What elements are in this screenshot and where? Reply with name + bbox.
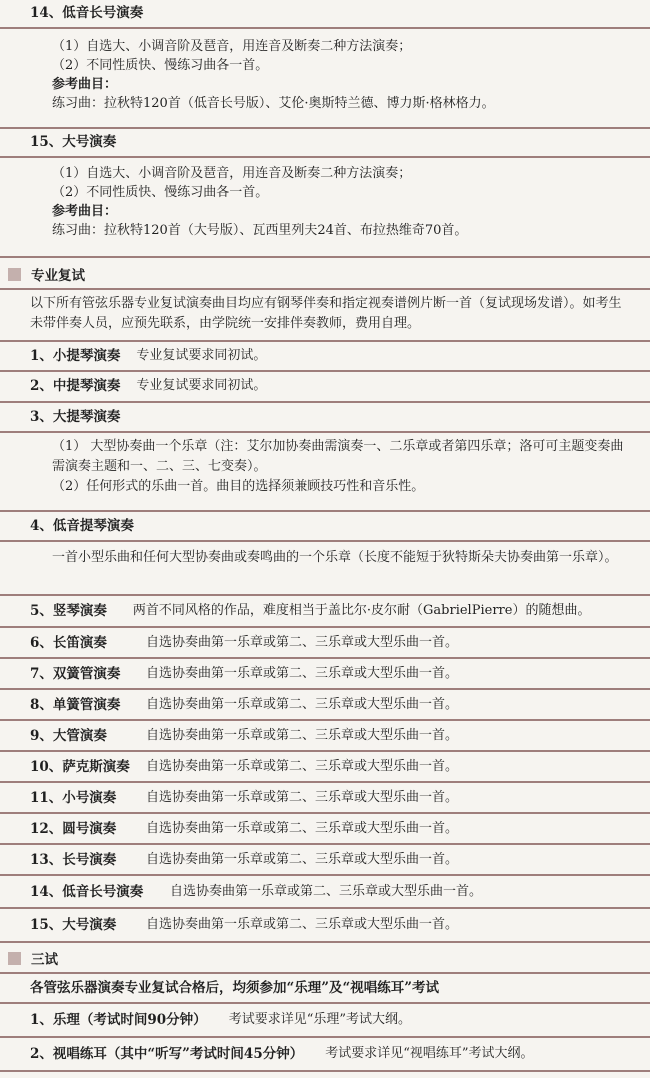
fushi-row-7-wrap <box>0 657 650 688</box>
row-label: 7、双簧管演奏 <box>30 665 121 682</box>
fushi-row-2-wrap <box>0 370 650 400</box>
fushi-row-14 <box>0 876 650 907</box>
row-label: 15、大号演奏 <box>30 916 117 933</box>
fushi-row-15-wrap <box>0 907 650 940</box>
row-text: 自选协奏曲第一乐章或第二、三乐章或大型乐曲一首。 <box>146 634 459 650</box>
fushi-row-3 <box>0 403 650 431</box>
fushi-row-5 <box>0 596 650 625</box>
fushi-row-13 <box>0 845 650 874</box>
sanshi-row-1 <box>0 1004 650 1036</box>
fushi-row-15 <box>0 909 650 940</box>
row-label: 8、单簧管演奏 <box>30 696 121 713</box>
row-text: 考试要求详见“乐理”考试大纲。 <box>228 1012 411 1027</box>
row-label: 9、大管演奏 <box>30 727 107 744</box>
fushi-row-11-wrap <box>0 781 650 812</box>
sanshi-title: 三试 <box>31 952 58 968</box>
fushi-title-row <box>0 258 650 288</box>
row-text: 自选协奏曲第一乐章或第二、三乐章或大型乐曲一首。 <box>146 665 459 681</box>
row-text: 两首不同风格的作品，难度相当于盖比尔·皮尔耐（GabrielPierre）的随想曲。 <box>132 602 591 618</box>
fushi-row-3-wrap <box>0 401 650 496</box>
fushi-row-5-wrap <box>0 594 650 625</box>
section-15-line-3: 练习曲：拉秋特120首（大号版）、瓦西里列夫24首、布拉热维奇70首。 <box>52 223 468 238</box>
fushi-row-12 <box>0 814 650 843</box>
row-text: 专业复试要求同初试。 <box>136 378 267 393</box>
fushi-row-9-wrap <box>0 719 650 750</box>
fushi-row-3-line-1: （1） 大型协奏曲一个乐章（注：艾尔加协奏曲需演奏一、二乐章或者第四乐章；洛可可主题变奏曲需演奏主题和一、二、三、七变奏）。 <box>52 439 624 474</box>
row-label: 2、视唱练耳（其中“听写”考试时间45分钟） <box>30 1046 304 1062</box>
fushi-row-10-wrap <box>0 750 650 781</box>
row-text: 自选协奏曲第一乐章或第二、三乐章或大型乐曲一首。 <box>146 727 459 743</box>
fushi-row-6-wrap <box>0 626 650 657</box>
row-label: 1、乐理（考试时间90分钟） <box>30 1012 207 1028</box>
section-15 <box>0 127 650 240</box>
row-text: 考试要求详见“视唱练耳”考试大纲。 <box>325 1046 534 1061</box>
fushi-row-10 <box>0 752 650 781</box>
fushi-intro-text: 以下所有管弦乐器专业复试演奏曲目均应有钢琴伴奏和指定视奏谱例片断一首（复试现场发谱）。如考生未带伴奏人员，应预先联系，由学院统一安排伴奏教师，费用自理。 <box>30 296 622 331</box>
row-label: 3、大提琴演奏 <box>30 409 121 425</box>
row-label: 2、中提琴演奏 <box>30 378 121 394</box>
fushi-row-12-wrap <box>0 812 650 843</box>
row-text: 自选协奏曲第一乐章或第二、三乐章或大型乐曲一首。 <box>146 696 459 712</box>
fushi-row-3-line-2: （2）任何形式的乐曲一首。曲目的选择须兼顾技巧性和音乐性。 <box>52 479 425 494</box>
row-text: 自选协奏曲第一乐章或第二、三乐章或大型乐曲一首。 <box>146 916 459 932</box>
section-14-line-1: （1）自选大、小调音阶及琶音，用连音及断奏二种方法演奏； <box>52 39 412 54</box>
section-15-ref-label: 参考曲目： <box>52 204 118 219</box>
fushi-section <box>0 256 650 338</box>
sanshi-title-row <box>0 943 650 972</box>
row-label: 14、低音长号演奏 <box>30 883 144 900</box>
row-label: 10、萨克斯演奏 <box>30 758 130 775</box>
section-15-line-1: （1）自选大、小调音阶及琶音，用连音及断奏二种方法演奏； <box>52 166 412 181</box>
row-text: 自选协奏曲第一乐章或第二、三乐章或大型乐曲一首。 <box>146 789 459 805</box>
row-label: 11、小号演奏 <box>30 789 117 806</box>
fushi-row-4 <box>0 512 650 540</box>
sanshi-intro: 各管弦乐器演奏专业复试合格后，均须参加“乐理”及“视唱练耳”考试 <box>30 980 440 996</box>
section-14 <box>0 0 650 113</box>
row-text: 自选协奏曲第一乐章或第二、三乐章或大型乐曲一首。 <box>170 883 483 899</box>
row-label: 1、小提琴演奏 <box>30 348 121 364</box>
section-15-line-2: （2）不同性质快、慢练习曲各一首。 <box>52 185 269 200</box>
fushi-row-8 <box>0 690 650 719</box>
section-14-line-3: 练习曲：拉秋特120首（低音长号版）、艾伦·奥斯特兰德、博力斯·格林格力。 <box>52 96 495 111</box>
section-14-ref-label: 参考曲目： <box>52 77 118 92</box>
row-text: 自选协奏曲第一乐章或第二、三乐章或大型乐曲一首。 <box>146 851 459 867</box>
row-label: 5、竖琴演奏 <box>30 602 107 619</box>
fushi-row-9 <box>0 721 650 750</box>
section-14-line-2: （2）不同性质快、慢练习曲各一首。 <box>52 58 269 73</box>
fushi-row-1 <box>0 342 650 370</box>
section-marker-icon <box>8 268 21 281</box>
row-text: 自选协奏曲第一乐章或第二、三乐章或大型乐曲一首。 <box>146 758 459 774</box>
row-label: 12、圆号演奏 <box>30 820 117 837</box>
fushi-row-11 <box>0 783 650 812</box>
sanshi-section <box>0 941 650 1072</box>
row-text: 专业复试要求同初试。 <box>136 348 267 363</box>
fushi-row-14-wrap <box>0 874 650 907</box>
section-15-heading: 15、大号演奏 <box>30 134 117 150</box>
fushi-title: 专业复试 <box>31 268 85 284</box>
fushi-row-13-wrap <box>0 843 650 874</box>
section-marker-icon <box>8 952 21 965</box>
row-label: 4、低音提琴演奏 <box>30 518 134 534</box>
fushi-row-7 <box>0 659 650 688</box>
fushi-row-6 <box>0 628 650 657</box>
fushi-row-4-line-1: 一首小型乐曲和任何大型协奏曲或奏鸣曲的一个乐章（长度不能短于狄特斯朵夫协奏曲第一乐章）。 <box>52 550 618 565</box>
fushi-row-2 <box>0 372 650 400</box>
fushi-row-4-wrap <box>0 510 650 568</box>
fushi-row-1-wrap <box>0 340 650 370</box>
sanshi-intro-row <box>0 974 650 1002</box>
fushi-intro <box>0 290 650 338</box>
sanshi-row-2 <box>0 1038 650 1070</box>
row-label: 13、长号演奏 <box>30 851 117 868</box>
row-text: 自选协奏曲第一乐章或第二、三乐章或大型乐曲一首。 <box>146 820 459 836</box>
fushi-row-8-wrap <box>0 688 650 719</box>
section-14-heading: 14、低音长号演奏 <box>30 5 144 21</box>
row-label: 6、长笛演奏 <box>30 634 107 651</box>
divider <box>0 1070 650 1072</box>
